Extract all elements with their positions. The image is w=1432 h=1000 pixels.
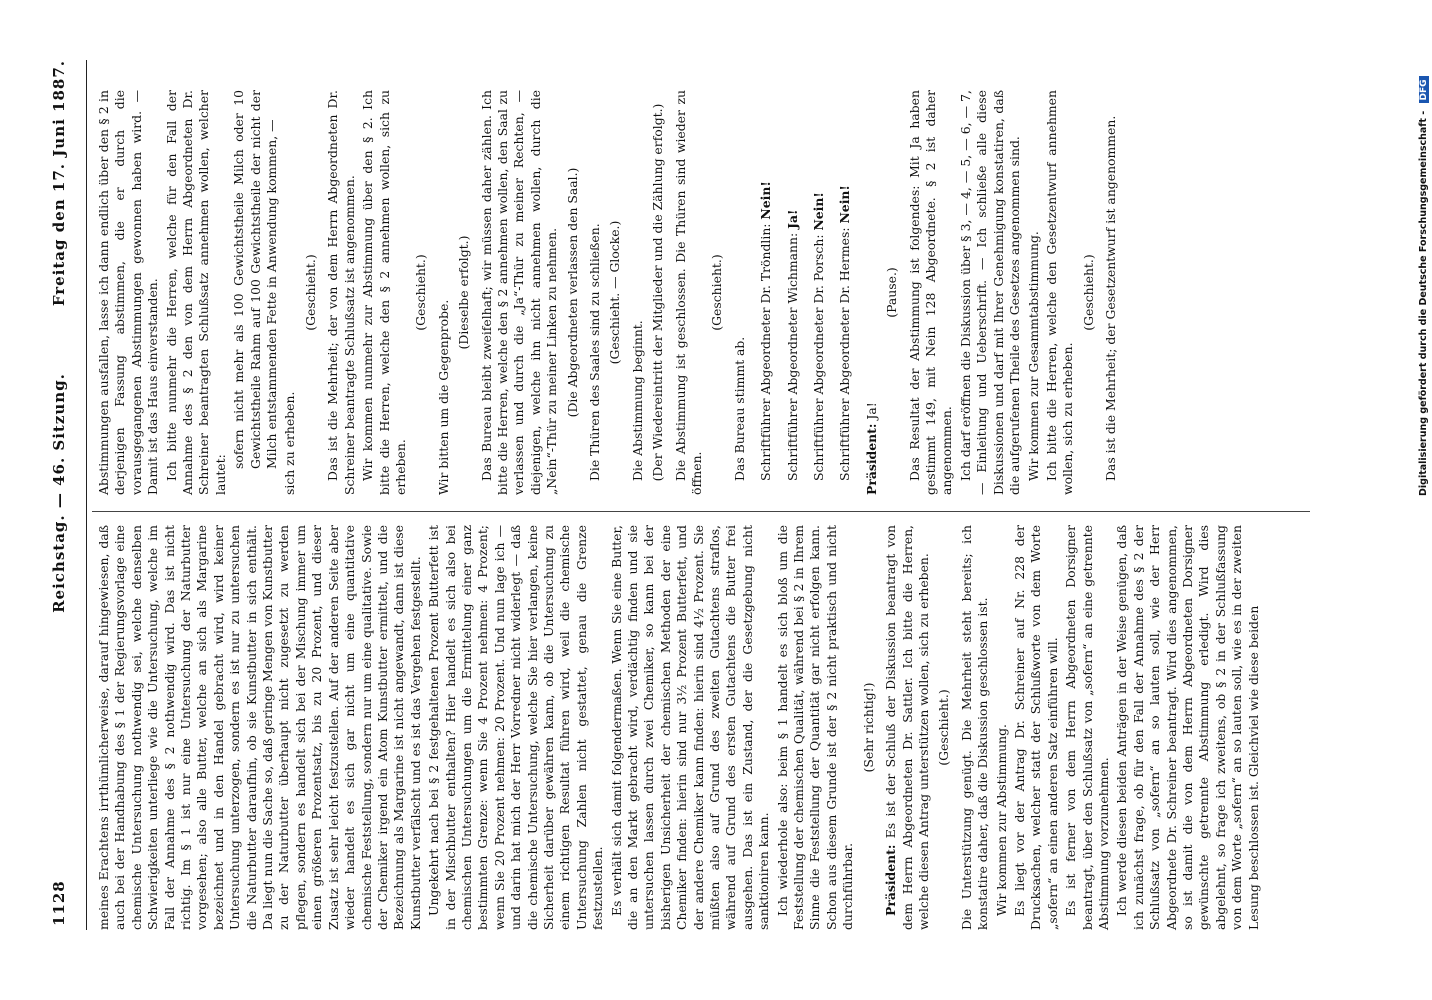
paragraph: Ich werde diesen beiden Anträgen in der Weise genügen, daß ich zunächst frage, ob für den Fall der Annahme des § 2 der Schlußsatz von „sofern“ an so lauten soll, wie der Herr Abgeordnete Dr. Schreiner beantragt. Wird dies angenommen, so ist damit die von dem Herrn Abgeordneten Dorsigner gewünschte getrennte Abstimmung erledigt. Wird dies abgelehnt, so frage ich zweitens, ob § 2 in der Schlußfassung von dem Worte „sofern“ an so lauten soll, wie es in der zweiten Lesung beschlossen ist. Gleichviel wie diese beiden xyxy=(1114,525,1261,930)
paragraph: Es verhält sich damit folgendermaßen. Wenn Sie eine Butter, die an den Markt gebracht wird, verdächtig finden und sie untersuchen lassen durch zwei Chemiker, so kann bei der bisherigen Unsicherheit der chemischen Methoden der eine Chemiker finden: hierin sind nur 3½ Prozent Butterfett, und der andere Chemiker kann finden: hierin sind 4½ Prozent. Sie müßten also auf Grund des zweiten Gutachtens straflos, während auf Grund des ersten Gutachtens die Butter frei ausgehen. Das ist ein Zustand, der die Gesetzgebung nicht sanktioniren kann. xyxy=(608,525,772,930)
stage-direction: (Geschieht.) xyxy=(709,254,725,331)
applause-note: (Sehr richtig!) xyxy=(860,682,876,773)
header-date: Freitag den 17. Juni 1887. xyxy=(50,60,68,307)
stage-direction: (Pause.) xyxy=(884,267,900,318)
paragraph: Wir kommen zur Abstimmung. xyxy=(993,724,1009,916)
vote-line: Schriftführer Abgeordneter Dr. Porsch: Nein! xyxy=(811,192,827,481)
paragraph: Ungekehrt nach bei § 2 festgehaltenen Prozent Butterfett ist in der Mischbutter enthalten? Hier handelt es sich also bei chemischen Untersuchungen um die Ermittelung einer ganz bestimmten Grenze: wenn Sie 4 Prozent nehmen: 4 Prozent; wenn Sie 20 Prozent nehmen: 20 Prozent. Und nun lage ich — und darin hat mich der Herr Vorredner nicht widerlegt — daß die chemische Untersuchung, welche Sie hier verlangen, keine Sicherheit darüber gewähren kann, ob die Untersuchung zu einem richtigen Resultat führen wird, weil die chemische Untersuchung Zahlen nicht gestattet, genau die Grenze festzustellen. xyxy=(426,525,606,930)
paragraph: Das Resultat der Abstimmung ist folgendes: Mit Ja haben gestimmt 149, mit Nein 128 Abgeordnete. § 2 ist daher angenommen. xyxy=(906,90,955,495)
paragraph: Ich darf eröffnen die Diskussion über § 3, — 4, — 5, — 6, — 7, — Einleitung und Ueberschrift. — Ich schließe alle diese Diskussionen und darf mit Ihrer Genehmigung konstatiren, daß die aufgerufenen Theile des Gesetzes angenommen sind. xyxy=(957,90,1023,495)
right-column xyxy=(96,90,1122,495)
paragraph: Abstimmungen ausfallen, lasse ich dann endlich über den § 2 in derjenigen Fassung abstimmen, die er durch die vorausgegangenen Abstimmungen gewonnen haben wird. — Damit ist das Haus einverstanden. xyxy=(96,90,161,495)
paragraph: Das Bureau stimmt ab. xyxy=(731,336,747,481)
paragraph: Wir kommen nunmehr zur Abstimmung über den § 2. Ich bitte die Herren, welche den § 2 annehmen wollen, sich zu erheben. xyxy=(360,90,408,495)
stage-direction: (Der Wiedereintritt der Mitglieder und die Zählung erfolgt.) xyxy=(650,103,666,482)
paragraph: Die Abstimmung beginnt. xyxy=(629,320,645,481)
speaker-text: Ja! xyxy=(863,402,879,420)
digitization-stamp xyxy=(1416,6,1432,506)
speaker-label: Präsident: xyxy=(883,844,899,916)
president-remark xyxy=(883,525,932,930)
paragraph: Die Unterstützung genügt. Die Mehrheit steht bereits; ich konstatire daher, daß die Diskussion geschlossen ist. xyxy=(958,525,991,930)
paragraph: Es liegt vor der Antrag Dr. Schreiner auf Nr. 228 der Drucksachen, welcher statt der Schlußworte von dem Worte „sofern“ an einen anderen Satz einführen will. xyxy=(1011,525,1060,930)
stage-direction: (Geschieht. — Glocke.) xyxy=(607,220,623,365)
page-number: 1128 xyxy=(50,880,68,926)
stamp-text: Digitalisierung gefördert durch die Deutsche Forschungsgemeinschaft - xyxy=(1418,110,1429,496)
header-session: Reichstag. — 46. Sitzung. xyxy=(50,373,68,613)
stage-direction: (Dieselbe erfolgt.) xyxy=(456,235,472,350)
paragraph: Ich wiederhole also: beim § 1 handelt es sich bloß um die Feststellung der chemischen Qualität, während bei § 2 in Ihrem Sinne die Feststellung der Quantität gar nicht erfolgen kann. Schon aus diesem Grunde ist der § 2 nicht praktisch und nicht durchführbar. xyxy=(774,525,856,930)
quoted-motion: sofern nicht mehr als 100 Gewichtstheile Milch oder 10 Gewichtstheile Rahm auf 100 Gewichtstheile der nicht der Milch entstammenden Fette in Anwendung kommen, — xyxy=(231,90,280,469)
paragraph: Ich bitte die Herren, welche den Gesetzentwurf annehmen wollen, sich zu erheben. xyxy=(1043,90,1076,495)
paragraph: Es ist ferner von dem Herrn Abgeordneten Dorsigner beantragt, über den Schlußsatz von „sofern“ an eine getrennte Abstimmung vorzunehmen. xyxy=(1063,525,1111,930)
dfg-logo: DFG xyxy=(1419,76,1429,103)
stage-direction: (Geschieht.) xyxy=(936,689,952,766)
stage-direction: (Geschieht.) xyxy=(302,254,318,331)
paragraph: Das ist die Mehrheit; der Gesetzentwurf ist angenommen. xyxy=(1103,115,1119,481)
speaker-label: Präsident: xyxy=(863,423,879,495)
paragraph: Wir bitten um die Gegenprobe. xyxy=(435,299,451,495)
paragraph: Das Bureau bleibt zweifelhaft; wir müssen daher zählen. Ich bitte die Herren, welche den § 2 annehmen wollen, den Saal zu verlassen und durch die „Ja“-Thür zu meiner Rechten, — diejenigen, welche ihn nicht annehmen wollen, durch die „Nein“-Thür zu meiner Linken zu nehmen. xyxy=(478,90,560,495)
vote-line: Schriftführer Abgeordneter Dr. Tröndlin: Nein! xyxy=(758,181,774,481)
vote-line: Schriftführer Abgeordneter Dr. Hermes: Nein! xyxy=(837,185,853,481)
paragraph: Wir kommen zur Gesammtabstimmung. xyxy=(1025,231,1041,481)
paragraph: Die Thüren des Saales sind zu schließen. xyxy=(586,223,602,481)
running-header xyxy=(50,60,84,926)
paragraph: Ich bitte nunmehr die Herren, welche für den Fall der Annahme des § 2 den von dem Herrn Abgeordneten Dr. Schreiner beantragten Schlußsatz annehmen wollen, welcher lautet: xyxy=(163,90,228,495)
vote-line: Schriftführer Abgeordneter Wichmann: Ja! xyxy=(784,209,800,481)
stage-direction: (Die Abgeordneten verlassen den Saal.) xyxy=(564,167,580,418)
paragraph: Das ist die Mehrheit; der von dem Herrn Abgeordneten Dr. Schreiner beantragte Schlußsatz ist angenommen. xyxy=(325,90,357,495)
paragraph: meines Erachtens irrthümlicherweise, darauf hingewiesen, daß auch bei der Handhabung des § 1 der Regierungsvorlage eine chemische Untersuchung nothwendig sei, welche denselben Schwierigkeiten unterliege wie die Untersuchung, welche im Fall der Annahme des § 2 nothwendig wird. Das ist nicht richtig. Im § 1 ist nur eine Untersuchung der Naturbutter vorgesehen; also alle Butter, welche an sich als Margarine bezeichnet und in den Handel gebracht wird, wird keiner Untersuchung unterzogen, sondern es ist nur zu untersuchen die Naturbutter daraufhin, ob sie Kunstbutter in sich enthält. Da liegt nun die Sache so, daß geringe Mengen von Kunstbutter zu der Naturbutter überhaupt nicht zugesetzt zu werden pflegen, sondern es handelt sich bei der Mischung immer um einen größeren Prozentsatz, bis zu 20 Prozent, und dieser Zusatz ist sehr leicht festzustellen. Auf der anderen Seite aber wieder handelt es sich gar nicht um eine quantitative chemische Feststellung, sondern nur um eine qualitative. Sowie der Chemiker irgend ein Atom Kunstbutter ermittelt, und die Bezeichnung als Margarine ist nicht angewandt, dann ist diese Kunstbutter verfälscht und es ist das Vergehen festgestellt. xyxy=(96,524,423,930)
left-column xyxy=(96,525,1264,930)
header-rule xyxy=(86,60,87,930)
column-divider xyxy=(92,511,1310,512)
paragraph: Die Abstimmung ist geschlossen. Die Thüren sind wieder zu öffnen. xyxy=(672,90,704,495)
president-remark xyxy=(864,90,880,495)
stage-direction: (Geschieht.) xyxy=(413,254,429,331)
speaker-text: Es ist der Schluß der Diskussion beantragt von dem Herrn Abgeordneten Dr. Sattler. Ich bitte die Herren, welche diesen Antrag unterstützen wollen, sich zu erheben. xyxy=(883,525,931,930)
stage-direction: (Geschieht.) xyxy=(1080,254,1096,331)
paragraph: sich zu erheben. xyxy=(282,391,298,495)
